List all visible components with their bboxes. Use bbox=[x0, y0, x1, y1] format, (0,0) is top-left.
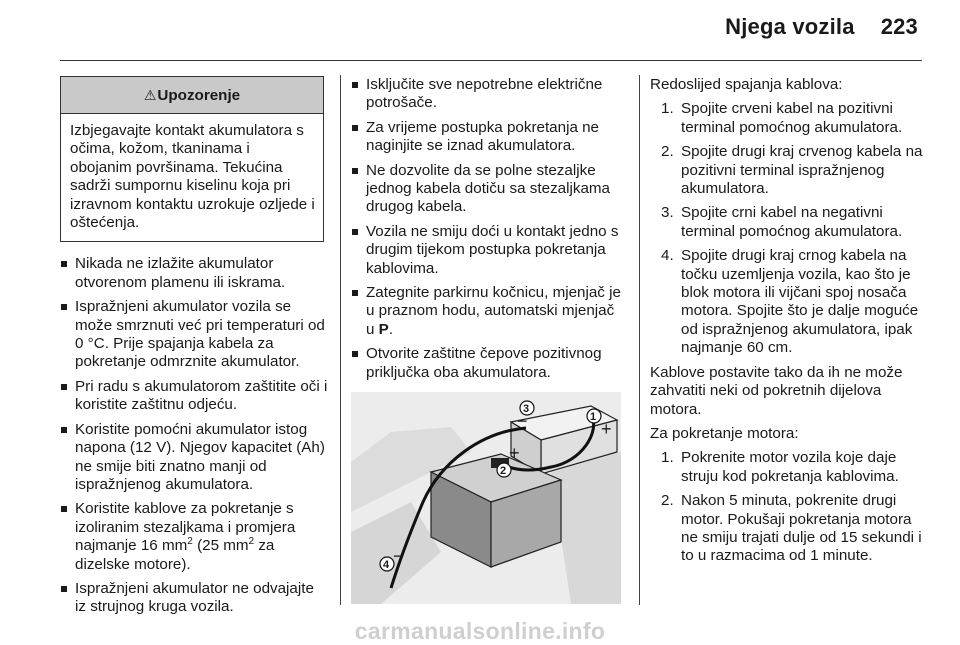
warning-header bbox=[61, 77, 323, 114]
steps-list bbox=[650, 449, 925, 565]
bullet-list bbox=[60, 255, 328, 616]
list-item: 2. Nakon 5 minuta, pokrenite drugi motor. Pokušaji pokretanja motora ne smiju trajati dulje od 15 sekundi i to u razmacima od 1 minute. bbox=[661, 492, 922, 565]
marker-1: 1 bbox=[590, 411, 597, 424]
warning-triangle-icon: ⚠ bbox=[143, 87, 157, 103]
minus-sign: − bbox=[393, 546, 404, 567]
list-item: 1. Pokrenite motor vozila koje daje struju kod pokretanja kablovima. bbox=[661, 449, 899, 485]
list-item: Ne dozvolite da se polne stezaljke jednog kabela dotiču sa stezaljkama drugog kabela. bbox=[351, 162, 626, 217]
marker-2: 2 bbox=[500, 465, 507, 478]
column-divider bbox=[340, 75, 341, 605]
warning-title: Upozorenje bbox=[157, 87, 241, 104]
jump-start-illustration bbox=[351, 392, 621, 604]
list-item: Za vrijeme postupka pokretanja ne naginjite se iznad akumulatora. bbox=[351, 119, 626, 156]
column-divider bbox=[639, 75, 640, 605]
column-1 bbox=[60, 76, 328, 623]
marker-4: 4 bbox=[383, 559, 390, 572]
list-item: Koristite kablove za pokretanje s izoliranim stezaljkama i promjera najmanje 16 $mm^2$ (25 $mm^2$ za dizelske motore). bbox=[60, 500, 328, 574]
list-item: Vozila ne smiju doći u kontakt jedno s drugim tijekom postupka pokretanja kablovima. bbox=[351, 223, 626, 278]
bullet-list bbox=[351, 76, 626, 382]
list-item: Koristite pomoćni akumulator istog napona (12 V). Njegov kapacitet (Ah) ne smije biti znatno manji od ispražnjenog akumulatora. bbox=[60, 421, 328, 495]
list-item: Otvorite zaštitne čepove pozitivnog priključka oba akumulatora. bbox=[351, 345, 626, 382]
list-item: Zategnite parkirnu kočnicu, mjenjač je u praznom hodu, automatski mjenjač u P. bbox=[351, 284, 626, 339]
list-item: 2. Spojite drugi kraj crvenog kabela na pozitivni terminal ispražnjenog akumulatora. bbox=[661, 143, 923, 198]
list-item: Pri radu s akumulatorom zaštitite oči i koristite zaštitnu odjeću. bbox=[60, 378, 328, 415]
engine-bay-drawing bbox=[351, 392, 621, 604]
list-item: 3. Spojite crni kabel na negativni terminal pomoćnog akumulatora. bbox=[661, 204, 903, 240]
list-item: 1. Spojite crveni kabel na pozitivni terminal pomoćnog akumulatora. bbox=[661, 100, 903, 136]
minus-sign: − bbox=[517, 411, 528, 432]
list-item: Isključite sve nepotrebne električne potrošače. bbox=[351, 76, 626, 113]
page-title: Njega vozila bbox=[725, 14, 855, 39]
column-3 bbox=[650, 76, 925, 572]
steps-list bbox=[650, 100, 925, 357]
warning-box bbox=[60, 76, 324, 242]
warning-text: Izbjegavajte kontakt akumulatora s očima, kožom, tkaninama i obojanim površinama. Tekućina sadrži sumpornu kiselinu koja pri izravnom kontaktu uzrokuje ozljede i oštećenja. bbox=[70, 122, 315, 232]
list-item: Nikada ne izlažite akumulator otvorenom plamenu ili iskrama. bbox=[60, 255, 328, 292]
list-item: Ispražnjeni akumulator ne odvajajte iz strujnog kruga vozila. bbox=[60, 580, 328, 617]
plus-sign: + bbox=[601, 419, 612, 440]
section-intro: Redoslijed spajanja kablova: bbox=[650, 76, 843, 93]
plus-sign: + bbox=[509, 443, 520, 464]
column-2 bbox=[351, 76, 626, 604]
header-rule bbox=[60, 60, 922, 61]
page-header bbox=[699, 14, 918, 40]
list-item: 4. Spojite drugi kraj crnog kabela na točku uzemljenja vozila, kao što je blok motora ili vijčani spoj nosača motora. Spojite što je dalje moguće od ispražnjenog akumulatora, ipak najmanje 60 cm. bbox=[661, 247, 919, 357]
marker-3: 3 bbox=[523, 403, 530, 416]
page-number: 223 bbox=[880, 14, 918, 39]
watermark: carmanualsonline.info bbox=[354, 618, 606, 644]
list-item: Ispražnjeni akumulator vozila se može smrznuti već pri temperaturi od 0 °C. Prije spajanja kabela za pokretanje odmrznite akumulator. bbox=[60, 298, 328, 372]
section-intro: Za pokretanje motora: bbox=[650, 424, 799, 442]
paragraph: Kablove postavite tako da ih ne može zahvatiti neki od pokretnih dijelova motora. bbox=[650, 363, 903, 418]
